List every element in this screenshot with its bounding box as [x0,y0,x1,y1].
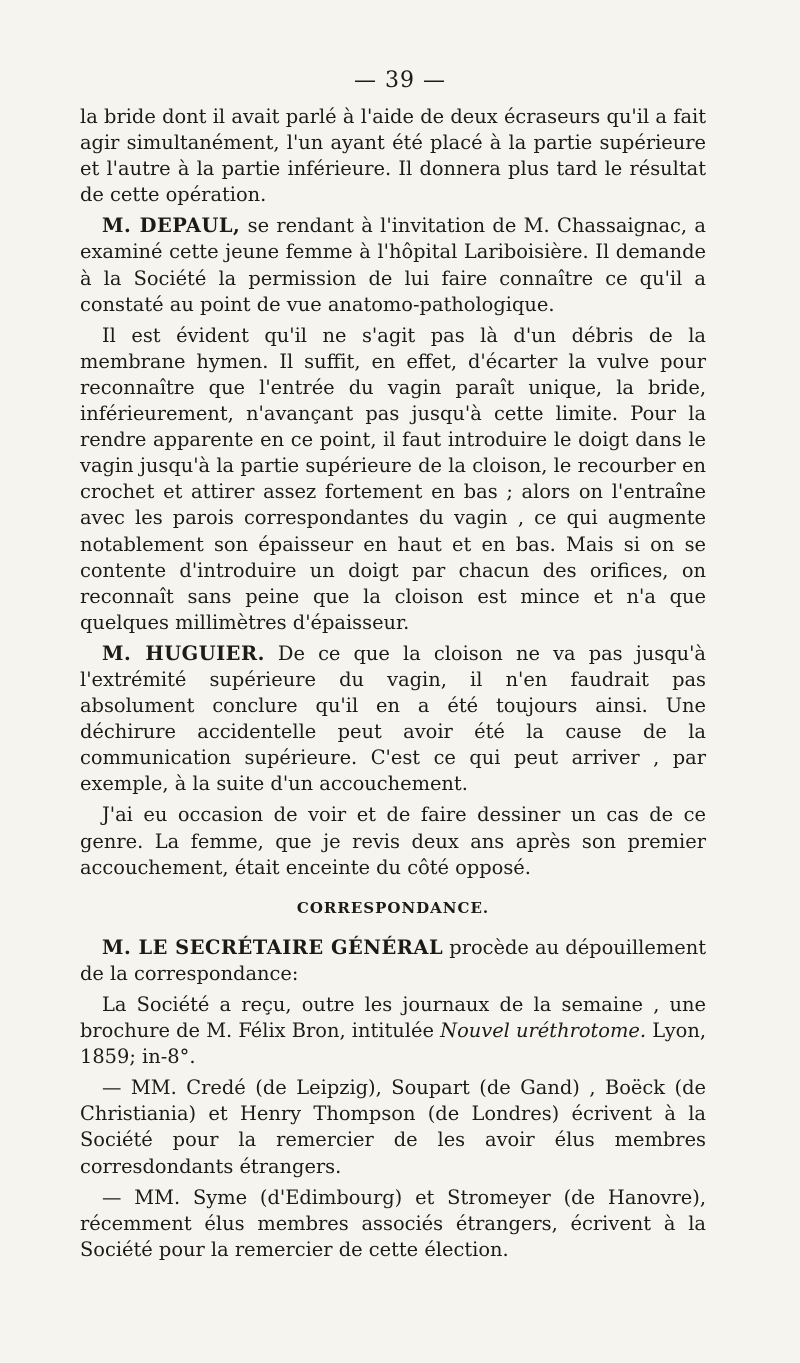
paragraph-1: la bride dont il avait parlé à l'aide de deux écraseurs qu'il a fait agir simultanément, l'un ayant été placé à la partie supérieure et l'autre à la partie inférieure. Il donnera plus tard le résultat de cette opération. [80,105,706,207]
paragraph-2 [80,213,706,317]
speaker-huguier: M. HUGUIER. [102,641,265,665]
paragraph-7-after: Lyon, 1859; in-8°. [80,1019,707,1069]
brochure-title: Nouvel uréthrotome. [440,1019,647,1043]
paragraph-7 [80,992,706,1070]
paragraph-5: J'ai eu occasion de voir et de faire dessiner un cas de ce genre. La femme, que je revis deux ans après son premier accouchement, était enceinte du côté opposé. [80,803,706,879]
paragraph-3: Il est évident qu'il ne s'agit pas là d'un débris de la membrane hymen. Il suffit, en effet, d'écarter la vulve pour reconnaître que l'entrée du vagin paraît unique, la bride, inférieurement, n'avançant pas jusqu'à cette limite. Pour la rendre apparente en ce point, il faut introduire le doigt dans le vagin jusqu'à la partie supérieure de la cloison, le recourber en crochet et attirer assez fortement en bas ; alors on l'entraîne avec les parois correspondantes du vagin , ce qui augmente notablement son épaisseur en haut et en bas. Mais si on se contente d'introduire un doigt par chacun des orifices, on reconnaît sans peine que la cloison est mince et n'a que quelques millimètres d'épaisseur. [80,323,706,634]
speaker-secretaire: M. LE SECRÉTAIRE GÉNÉRAL [102,935,444,959]
paragraph-4 [80,641,706,798]
section-heading: CORRESPONDANCE. [296,898,490,917]
body-text [80,104,706,1268]
paragraph-2-text: se rendant à l'invitation de M. Chassaignac, a examiné cette jeune femme à l'hôpital Lariboisière. Il demande à la Société la permission de lui faire connaître ce qu'il a constaté au point de vue anatomo-pathologique. [80,214,706,316]
paragraph-7-before: La Société a reçu, outre les journaux de la semaine , une brochure de M. Félix Bron, intitulée [80,993,706,1043]
paragraph-8: — MM. Credé (de Leipzig), Soupart (de Gand) , Boëck (de Christiania) et Henry Thompson (de Londres) écrivent à la Société pour la remercier de les avoir élus membres corresdondants étrangers. [80,1076,706,1178]
paragraph-9: — MM. Syme (d'Edimbourg) et Stromeyer (de Hanovre), récemment élus membres associés étrangers, écrivent à la Société pour la remercier de cette élection. [80,1185,706,1261]
paragraph-6 [80,935,706,987]
paragraph-4-text: De ce que la cloison ne va pas jusqu'à l'extrémité supérieure du vagin, il n'en faudrait pas absolument conclure qu'il en a été toujours ainsi. Une déchirure accidentelle peut avoir été la cause de la communication supérieure. C'est ce qui peut arriver , par exemple, à la suite d'un accouchement. [80,641,706,796]
speaker-depaul: M. DEPAUL, [102,214,241,238]
page-number: — 39 — [354,68,446,93]
paragraph-6-text: procède au dépouillement de la correspondance: [80,935,706,985]
